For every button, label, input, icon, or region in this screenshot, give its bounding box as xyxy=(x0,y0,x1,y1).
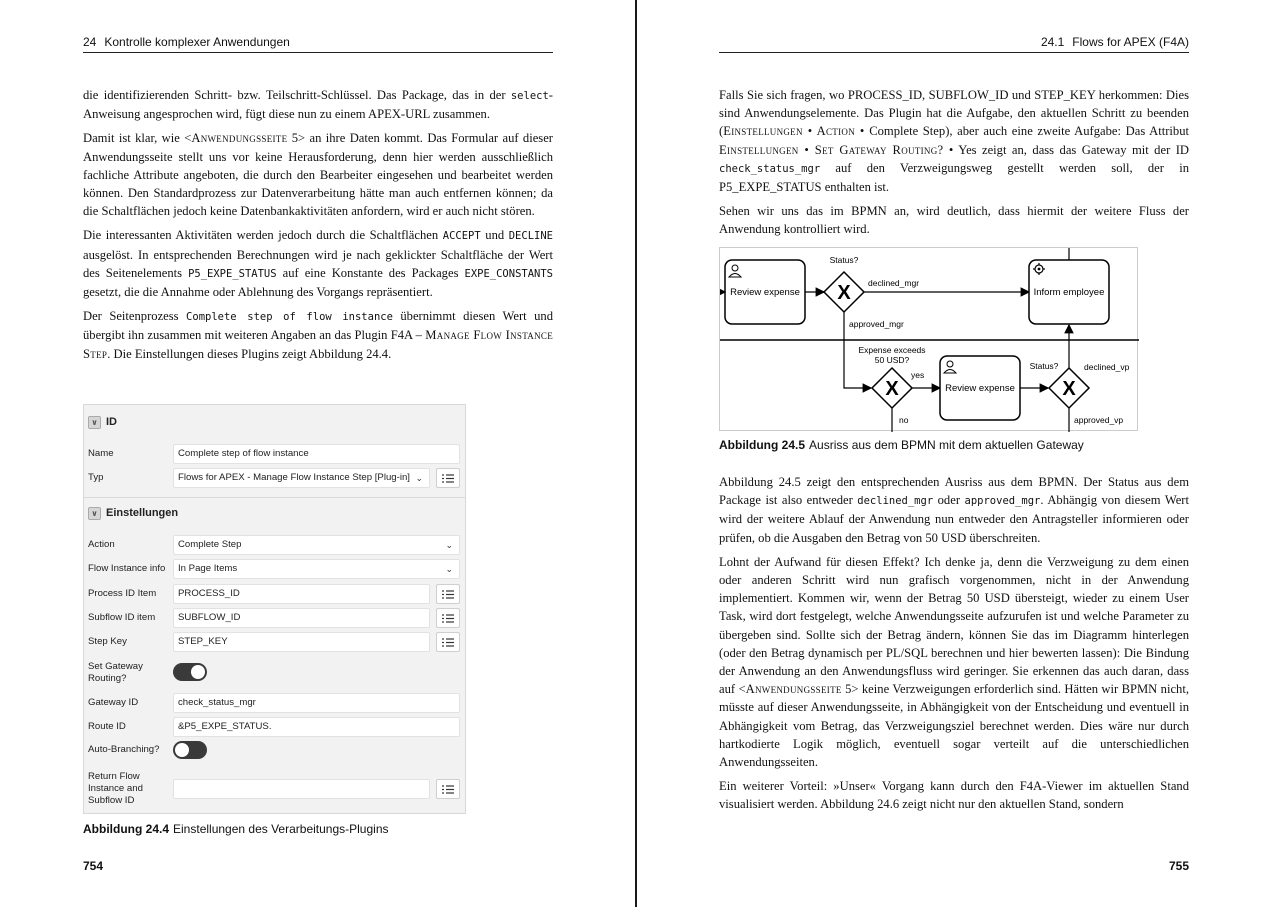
gateway-id-row xyxy=(84,693,465,713)
step-key-field[interactable]: STEP_KEY xyxy=(173,632,430,652)
svg-text:declined_vp: declined_vp xyxy=(1084,362,1130,372)
return-flow-label: Return Flow Instance and Subflow ID xyxy=(88,771,143,806)
figure-caption xyxy=(719,438,1084,452)
flow-instance-label: Flow Instance info xyxy=(88,563,166,574)
auto-branching-row xyxy=(84,741,465,761)
caption-number: Abbildung 24.4 xyxy=(83,822,170,836)
group-id-header[interactable]: ∨ ID xyxy=(88,411,117,433)
toggle-knob xyxy=(175,743,189,757)
gateway-status-mgr xyxy=(824,272,864,312)
svg-text:approved_mgr: approved_mgr xyxy=(849,319,904,329)
return-flow-row xyxy=(84,771,465,807)
list-picker-button[interactable] xyxy=(436,779,460,799)
flow-instance-row xyxy=(84,559,465,579)
action-label: Action xyxy=(88,539,115,550)
section-number: 24.1 xyxy=(1040,35,1065,49)
name-row xyxy=(84,444,465,464)
paragraph: Der Seitenprozess Complete step of flow instance übernimmt diesen Wert und übergibt ihn zusammen mit weiteren Angaben an das Plugin F4A – Manage Flow Instance Step. Die Einstellungen dieses Plugins zeigt Abbildung 24.4. xyxy=(83,309,553,361)
gateway-routing-label: Set Gateway Routing? xyxy=(88,661,143,684)
list-picker-button[interactable] xyxy=(436,468,460,488)
route-id-label: Route ID xyxy=(88,721,126,732)
svg-text:yes: yes xyxy=(911,370,925,380)
figure-caption xyxy=(83,822,389,836)
step-key-row xyxy=(84,632,465,652)
right-body-text-bottom xyxy=(719,473,1189,820)
paragraph: Ein weiterer Vorteil: »Unser« Vorgang kann durch den F4A-Viewer im aktuellen Stand visualisiert werden. Abbildung 24.6 zeigt nicht nur den aktuellen Stand, sondern xyxy=(719,779,1189,812)
flow-instance-select[interactable]: In Page Items ⌄ xyxy=(173,559,460,579)
chevron-down-icon[interactable]: ∨ xyxy=(88,416,101,429)
typ-label: Typ xyxy=(88,472,104,483)
page-number: 755 xyxy=(1168,859,1189,873)
process-id-field[interactable]: PROCESS_ID xyxy=(173,584,430,604)
close-icon: X xyxy=(1062,378,1076,400)
svg-text:Status?: Status? xyxy=(829,255,859,265)
list-icon xyxy=(441,613,455,624)
paragraph: Abbildung 24.5 zeigt den entsprechenden Ausriss aus dem BPMN. Der Status aus dem Package ist also entweder declined_mgr oder approved_mgr. Abhängig von diesem Wert wird der weitere Ablauf der Anwendung nun entweder den Antragsteller informieren oder prüfen, ob die Ausgaben den Betrag von 50 USD überschreiten. xyxy=(719,475,1189,545)
svg-text:Review expense: Review expense xyxy=(945,383,1015,394)
section-title: Flows for APEX (F4A) xyxy=(1072,35,1189,49)
bpmn-svg xyxy=(720,248,1139,432)
svg-text:Expense exceeds: Expense exceeds xyxy=(858,345,926,355)
list-picker-button[interactable] xyxy=(436,584,460,604)
svg-text:approved_vp: approved_vp xyxy=(1074,415,1124,425)
caption-text: Ausriss aus dem BPMN mit dem aktuellen Gateway xyxy=(809,438,1084,452)
running-head-right xyxy=(719,33,1189,53)
paragraph: Lohnt der Aufwand für diesen Effekt? Ich denke ja, denn die Verzweigung zu dem einen oder anderen Schritt wird nun grafisch vorgenommen, nicht in der Anwendung implementiert. Kommen wir, wenn der Betrag 50 USD übersteigt, wieder zu einem User Task, wird dort festgelegt, welche Anwendungsseite aufzurufen ist und welche Parameter zu übergeben sind. Sollte sich der Betrag ändern, können Sie das im Diagramm hinterlegen (oder den Betrag dynamisch per PL/SQL berechnen und hier bewerten lassen): Die Bindung der Anwendung an den Anwendungsfluss wird geringer. Sie erkennen das auch daran, dass auf <Anwendungsseite 5> keine Verzweigungen erforderlich sind. Hätten wir BPMN nicht, müsste auf dieser Anwendungsseite, in Abhängigkeit von der Entscheidung und eventuell in Abhängigkeit vom Betrag, das Verzweigungsziel berechnet werden. Dies wäre nur durch hartkodierte Logik möglich, eventuell sogar verteilt auf die unterschiedlichen Anwendungsseiten. xyxy=(719,554,1189,770)
svg-text:no: no xyxy=(899,415,909,425)
gateway-id-label: Gateway ID xyxy=(88,697,139,708)
action-select[interactable]: Complete Step ⌄ xyxy=(173,535,460,555)
gateway-routing-toggle[interactable] xyxy=(173,663,207,681)
paragraph: die identifizierenden Schritt- bzw. Teilschritt-Schlüssel. Das Package, das in der select-Anweisung angesprochen wird, fügt diese nun zu einem APEX-URL zusammen. xyxy=(83,88,553,122)
right-page xyxy=(719,0,1189,907)
caption-text: Einstellungen des Verarbeitungs-Plugins xyxy=(173,822,389,836)
toggle-knob xyxy=(191,665,205,679)
svg-text:declined_mgr: declined_mgr xyxy=(868,278,920,288)
chevron-down-icon: ⌄ xyxy=(445,540,453,550)
process-id-row xyxy=(84,584,465,604)
subflow-id-field[interactable]: SUBFLOW_ID xyxy=(173,608,430,628)
list-icon xyxy=(441,473,455,484)
name-label: Name xyxy=(88,448,114,459)
svg-text:Inform employee: Inform employee xyxy=(1033,287,1105,298)
subflow-id-label: Subflow ID item xyxy=(88,612,156,623)
step-key-label: Step Key xyxy=(88,636,127,647)
list-icon xyxy=(441,784,455,795)
gateway-exceeds xyxy=(872,368,912,408)
close-icon: X xyxy=(837,282,851,304)
gateway-routing-row xyxy=(84,657,465,687)
gateway-status-vp xyxy=(1049,368,1089,408)
svg-text:50 USD?: 50 USD? xyxy=(874,355,910,365)
svg-text:Status?: Status? xyxy=(1029,361,1059,371)
list-icon xyxy=(441,589,455,600)
action-row xyxy=(84,535,465,555)
chapter-number: 24 xyxy=(83,35,97,49)
typ-row xyxy=(84,468,465,488)
running-head-left xyxy=(83,33,553,53)
close-icon: X xyxy=(885,378,899,400)
chevron-down-icon[interactable]: ∨ xyxy=(88,507,101,520)
gateway-id-field[interactable]: check_status_mgr xyxy=(173,693,460,713)
task-review-expense-bottom xyxy=(940,356,1020,420)
left-body-text xyxy=(83,86,553,369)
apex-settings-screenshot xyxy=(83,404,466,814)
gutter xyxy=(635,0,637,907)
page-number: 754 xyxy=(83,859,104,873)
task-review-expense-top xyxy=(725,260,805,324)
group-einstellungen-header[interactable]: ∨ Einstellungen xyxy=(88,502,178,524)
auto-branching-label: Auto-Branching? xyxy=(88,744,160,755)
typ-select[interactable]: Flows for APEX - Manage Flow Instance Step [Plug-in] ⌄ xyxy=(173,468,430,488)
route-id-row xyxy=(84,717,465,737)
divider xyxy=(84,497,465,498)
chapter-title: Kontrolle komplexer Anwendungen xyxy=(104,35,290,49)
list-icon xyxy=(441,637,455,648)
bpmn-diagram xyxy=(719,247,1138,431)
paragraph: Die interessanten Aktivitäten werden jedoch durch die Schaltflächen ACCEPT und DECLINE ausgelöst. In entsprechenden Berechnungen wird je nach geklickter Schaltfläche der Wert des Seitenelements P5_EXPE_STATUS auf eine Konstante des Packages EXPE_CONSTANTS gesetzt, die die Annahme oder Ablehnung des Vorgangs repräsentiert. xyxy=(83,228,554,300)
subflow-id-row xyxy=(84,608,465,628)
list-picker-button[interactable] xyxy=(436,608,460,628)
chevron-down-icon: ⌄ xyxy=(415,473,423,483)
paragraph: Falls Sie sich fragen, wo PROCESS_ID, SUBFLOW_ID und STEP_KEY herkommen: Dies sind Anwendungselemente. Das Plugin hat die Aufgabe, den aktuellen Schritt zu beenden (Einstellungen • Action • Complete Step), aber auch eine zweite Aufgabe: Das Attribut Einstellungen • Set Gateway Routing? • Yes zeigt an, dass das Gateway mit der ID check_status_mgr auf den Verzweigungsweg gestellt werden soll, der in P5_EXPE_STATUS enthalten ist. xyxy=(719,88,1190,195)
caption-number: Abbildung 24.5 xyxy=(719,438,806,452)
list-picker-button[interactable] xyxy=(436,632,460,652)
paragraph: Sehen wir uns das im BPMN an, wird deutlich, dass hiermit der weitere Fluss der Anwendung kontrolliert wird. xyxy=(719,204,1189,237)
route-id-field[interactable]: &P5_EXPE_STATUS. xyxy=(173,717,460,737)
chevron-down-icon: ⌄ xyxy=(445,564,453,574)
auto-branching-toggle[interactable] xyxy=(173,741,207,759)
process-id-label: Process ID Item xyxy=(88,588,157,599)
paragraph: Damit ist klar, wie <Anwendungsseite 5> an ihre Daten kommt. Das Formular auf dieser Anwendungsseite stellt uns vor keine Herausforderung, denn hier werden ausschließlich fachliche Attribute angeboten, die durch den Bearbeiter eingesehen und bearbeitet werden können. Den Standardprozess zur Datenverarbeitung hätte man auch entfernen können; da die Schaltflächen jedoch keine Datenbankaktivitäten anfordern, wird er auch nicht stören. xyxy=(83,131,553,219)
right-body-text-top xyxy=(719,86,1189,245)
task-inform-employee xyxy=(1029,260,1109,324)
return-flow-field[interactable] xyxy=(173,779,430,799)
svg-text:Review expense: Review expense xyxy=(730,287,800,298)
left-page xyxy=(83,0,553,907)
name-field[interactable]: Complete step of flow instance xyxy=(173,444,460,464)
